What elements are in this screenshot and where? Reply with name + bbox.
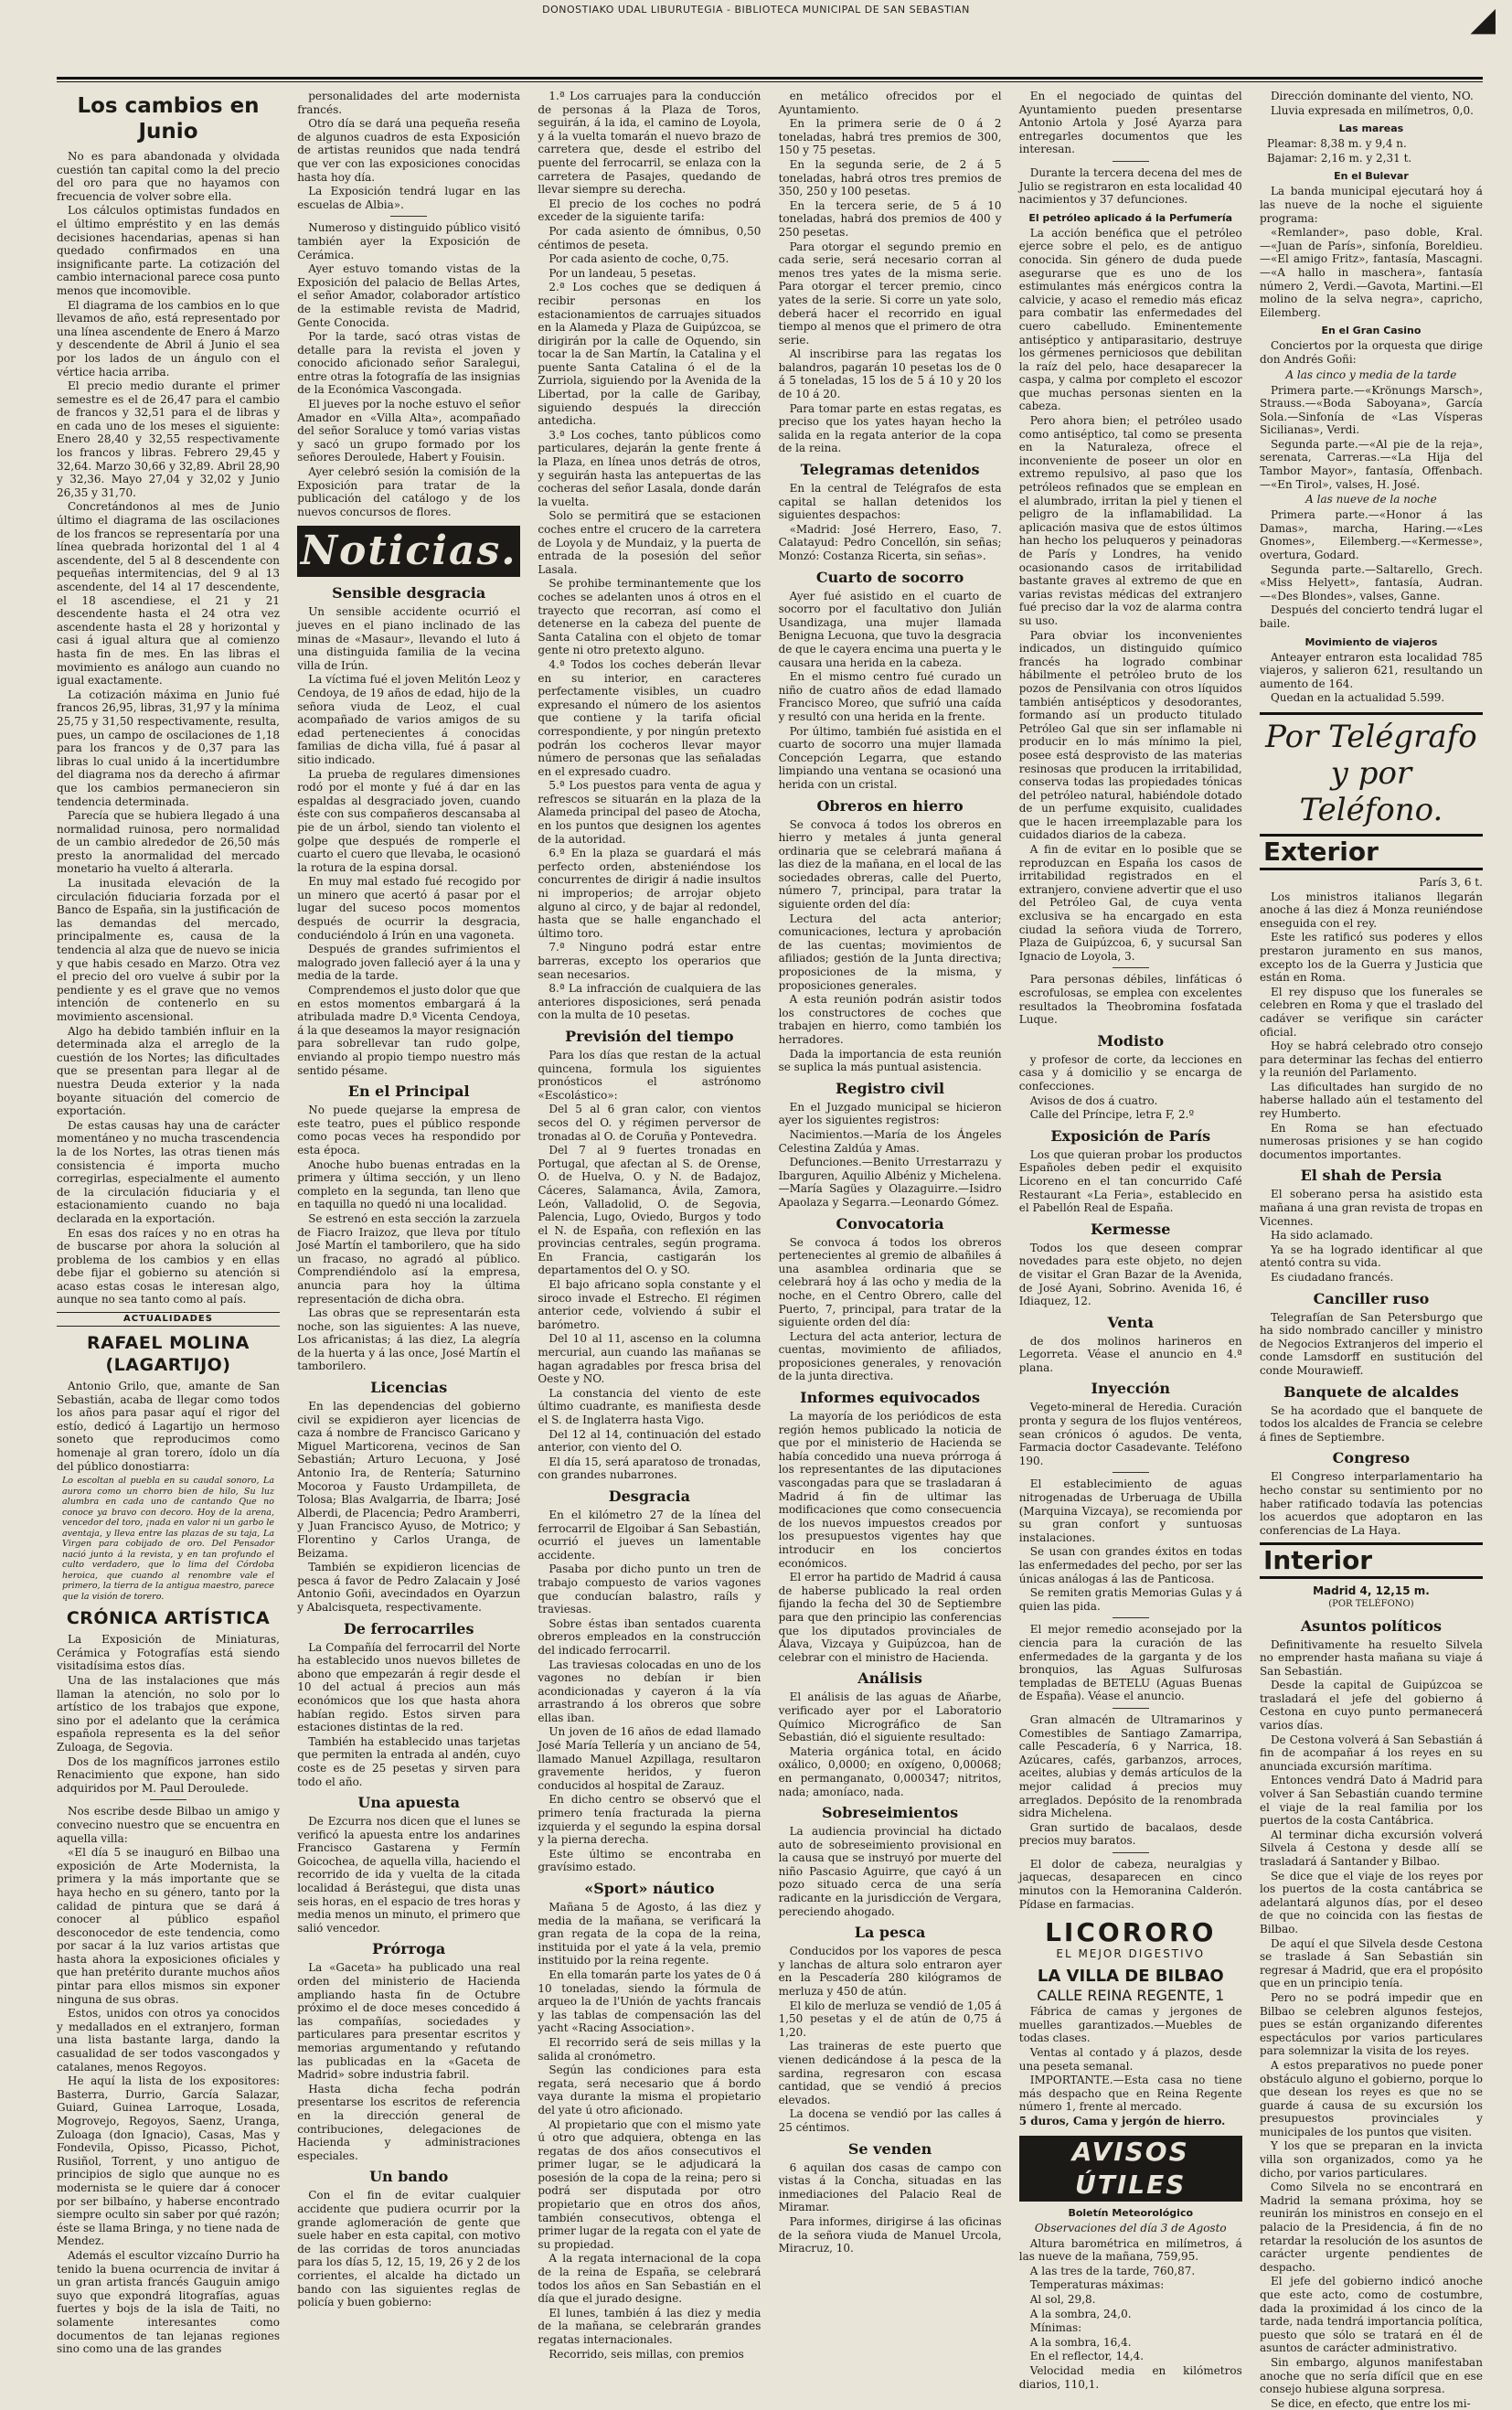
paragraph: El establecimiento de aguas nitrogenadas de Urberuaga de Ubilla (Marquina Vizcaya), se recomienda por su gran confort y suntuosas instalaciones.: [1018, 1477, 1242, 1544]
paragraph: A la sombra, 24,0.: [1029, 2307, 1132, 2320]
paragraph: Dos de los magníficos jarrones estilo Renacimiento que expone, han sido adquiridos por M. Paul Deroulede.: [57, 1754, 280, 1795]
paragraph: El Congreso interparlamentario ha hecho constar su sentimiento por no haber ratificado todavía las potencias los acuerdos que adoptaron en las conferencias de La Haya.: [1259, 1470, 1483, 1537]
news-heading: En el Principal: [347, 1082, 470, 1101]
paragraph: Pero ahora bien; el petróleo usado como antiséptico, tal como se presenta en la Naturaleza, ofrece el inconveniente de poseer un olor en extremo repulsivo, al paso que los petróleos refinados que se emplean en el alumbrado, irritan la piel y tienen el peligro de la inflamabilidad. La aplicación masiva que de estos últimos han hecho los peluqueros y peinadoras de París y Londres, ha venido ocasionando casos de irritabilidad bastante graves al extremo de que en varias revistas médicas del extranjero fué preciso dar la voz de alarma contra su uso.: [1018, 414, 1242, 627]
paragraph: A fin de evitar en lo posible que se reproduzcan en España los casos de irritabilidad registrados en el extranjero, conviene advertir que el uso del Petróleo Gal, de cuya venta exclusiva se ha encargado en esta ciudad la señora viuda de Torrero, Plaza de Guipúzcoa, 6, y sucursal San Ignacio de Loyola, 3.: [1018, 843, 1242, 963]
news-heading: Se venden: [847, 2139, 932, 2158]
paragraph: La constancia del viento de este último cuadrante, es manifiesta desde el S. de Inglaterra hasta Vigo.: [538, 1386, 761, 1426]
news-heading: Licencias: [370, 1379, 448, 1397]
news-heading: Las mareas: [1338, 123, 1404, 135]
paragraph: En la segunda serie, de 2 á 5 toneladas, habrá otros tres premios de 350, 250 y 100 pesetas.: [778, 157, 1002, 198]
paragraph: Del 5 al 6 gran calor, con vientos secos del O. y régimen perversor de tronadas al O. de Coruña y Pontevedra.: [538, 1103, 761, 1143]
paragraph: IMPORTANTE.—Esta casa no tiene más despacho que en Reina Regente número 1, frente al mercado.: [1018, 2074, 1242, 2114]
paragraph: El jefe del gobierno indicó anoche que este acto, como de costumbre, dada la proximidad á los cinco de la tarde, nada tendrá importancia política, puesto que sólo se tratará en él de asuntos de carácter administrativo.: [1259, 2275, 1483, 2355]
paragraph: «Remlander», paso doble, Kral.—«Juan de París», sinfonía, Boreldieu.—«El amigo Fritz», fantasía, Mascagni.—«A hallo in maschera», fantasía número 2, Verdi.—Gavota, Martini.—El molino de la selva negra», capricho, Eilemberg.: [1259, 226, 1483, 319]
news-heading: El petróleo aplicado á la Perfumería: [1028, 211, 1233, 224]
paragraph: En ella tomarán parte los yates de 0 á 10 toneladas, siendo la fórmula de arqueo la de l'Unión de yachts francais y las tablas de compensación las del yacht «Racing Association».: [538, 1967, 761, 2035]
news-heading: Asuntos políticos: [1300, 1616, 1443, 1635]
paragraph: Durante la tercera decena del mes de Julio se registraron en esta localidad 40 nacimientos y 37 defunciones.: [1018, 165, 1242, 207]
paragraph: Para personas débiles, linfáticas ó escrofulosas, se emplea con excelentes resultados la Theobromina fosfatada Luque.: [1018, 973, 1242, 1027]
column-3: [538, 90, 761, 2361]
paragraph: Comprendemos el justo dolor que que en estos momentos embargará á la atribulada madre D.ª Vicenta Cendoya, á la que deseamos la mayor resignación para sobrellevar tan rudo golpe, enviando al propio tiempo nuestro más sentido pésame.: [297, 984, 521, 1077]
column-6: [1259, 90, 1483, 2410]
paragraph: Este último se encontraba en gravísimo estado.: [538, 1847, 761, 1874]
paragraph: De Cestona volverá á San Sebastián á fin de acompañar á los reyes en su anunciada excursión marítima.: [1259, 1733, 1483, 1773]
section-label: ACTUALIDADES: [57, 1312, 280, 1327]
paragraph: 1.ª Los carruajes para la conducción de personas á la Plaza de Toros, seguirán, á la ida, el camino de Loyola, y á la vuelta tomarán el nuevo brazo de carretera que, desde el estribo del puente del ferrocarril, se enlaza con la carretera de Pasajes, quedando de llevar siempre su derecha.: [538, 90, 761, 197]
paragraph: Para informes, dirigirse á las oficinas de la señora viuda de Manuel Urcola, Miracruz, 10.: [778, 2214, 1002, 2255]
paragraph: El dolor de cabeza, neuralgias y jaquecas, desaparecen en cinco minutos con la Hemoranina Calderón. Pídase en farmacias.: [1018, 1857, 1242, 1911]
newspaper-page: [57, 90, 1483, 2410]
paragraph: Se prohibe terminantemente que los coches se adelanten unos á otros en el trayecto que recorran, así como el detenerse en la cabeza del puente de Santa Catalina con el objeto de tomar gente ni otro pretexto alguno.: [538, 577, 761, 657]
paragraph: Con el fin de evitar cualquier accidente que pudiera ocurrir por la grande aglomeración de gente que suele haber en esta capital, con motivo de las corridas de toros anunciadas para los días 5, 12, 15, 19, 26 y 2 de los corrientes, el alcalde ha dictado un bando con las siguientes reglas de policía y buen gobierno:: [297, 2189, 521, 2309]
ad-store-name: LA VILLA DE BILBAO: [1037, 1967, 1224, 1987]
paragraph: Los ministros italianos llegarán anoche á las diez á Monza reuniéndose enseguida con el rey.: [1259, 890, 1483, 930]
paragraph: Materia orgánica total, en ácido oxálico, 0,0000; en oxígeno, 0,00068; en permanganato, 0,000347; nitritos, nada; amoníaco, nada.: [778, 1744, 1002, 1798]
paragraph: «Madrid: José Herrero, Easo, 7. Calatayud: Pedro Concellón, sin señas; Monzó: Costanza Ricerta, sin señas».: [778, 522, 1002, 562]
paragraph: Pasaba por dicho punto un tren de trabajo compuesto de varios vagones que conducían balastro, raíls y traviesas.: [538, 1562, 761, 1616]
paragraph: y profesor de corte, da lecciones en casa y á domicilio y se encarga de confecciones.: [1018, 1052, 1242, 1093]
paragraph: en metálico ofrecidos por el Ayuntamiento.: [778, 90, 1002, 116]
news-heading: Inyección: [1091, 1380, 1170, 1398]
news-heading: Desgracia: [608, 1487, 690, 1505]
paragraph: El análisis de las aguas de Añarbe, verificado ayer por el Laboratorio Químico Micrográfico de San Sebastián, dió el siguiente resultado:: [778, 1690, 1002, 1744]
news-heading: Análisis: [857, 1669, 922, 1688]
paragraph: Un sensible accidente ocurrió el jueves en el piano inclinado de las minas de «Masaur», llevando el luto á una distinguida familia de la vecina villa de Irún.: [297, 605, 521, 672]
paragraph: Para tomar parte en estas regatas, es preciso que los yates hayan hecho la salida en la regata anterior de la copa de la reina.: [778, 401, 1002, 455]
paragraph: Como Silvela no se encontrará en Madrid la semana próxima, hoy se reunirán los ministros en consejo en el palacio de la Presidencia, á fin de no retardar la resolución de los asuntos de carácter urgente pendientes de despacho.: [1259, 2181, 1483, 2274]
separator: [1113, 1708, 1149, 1709]
news-heading: La pesca: [854, 1924, 926, 1942]
paragraph: En Roma se han efectuado numerosas prisiones y se han cogido documentos importantes.: [1259, 1121, 1483, 1161]
paragraph: Al sol, 29,8.: [1029, 2292, 1096, 2306]
paragraph: Vegeto-mineral de Heredia. Curación pronta y segura de los flujos ventéreos, sean crónicos ó agudos. De venta, Farmacia doctor Casadevante. Teléfono 190.: [1018, 1401, 1242, 1467]
news-heading: «Sport» náutico: [584, 1880, 715, 1897]
section-banner-telegrafo: Por Telégrafo y por Teléfono.: [1260, 712, 1483, 828]
paragraph: Y los que se preparan en la invicta villa son organizados, como ya he dicho, por varios particulares.: [1259, 2139, 1483, 2180]
paragraph: Nacimientos.—María de los Ángeles Celestina Zaldúa y Amas.: [778, 1127, 1002, 1155]
paragraph: Conciertos por la orquesta que dirige don Andrés Goñi:: [1259, 339, 1483, 366]
paragraph: Nos escribe desde Bilbao un amigo y convecino nuestro que se encuentra en aquella villa:: [57, 1805, 280, 1845]
news-heading: Canciller ruso: [1313, 1289, 1430, 1307]
paragraph: He aquí la lista de los expositores: Basterra, Durrio, García Salazar, Guiard, Guinea Larroque, Losada, Mogrovejo, Regoyos, Saenz, Uranga, Zuloaga (don Ignacio), Casas, Mas y Fondevila, Opisso, Picasso, Pichot, Rusiñol, Torrent, y uno antiguo de principios de siglo que aunque no es modernista se le quiere dar á conocer por ser bilbaíno, y haberse encontrado siempre oculto sin saber por qué razón; éste se llama Bringa, y no tiene nada de Mendez.: [57, 2074, 280, 2248]
paragraph: Se usan con grandes éxitos en todas las enfermedades del pecho, por ser las únicas análogas á las de Panticosa.: [1018, 1545, 1242, 1585]
news-heading: Obreros en hierro: [816, 796, 964, 815]
paragraph: 6 aquilan dos casas de campo con vistas á la Concha, situadas en las inmediaciones del Palacio Real de Miramar.: [778, 2160, 1002, 2214]
paragraph: En la central de Telégrafos de esta capital se hallan detenidos los siguientes despachos:: [778, 482, 1002, 522]
paragraph: Se estrenó en esta sección la zarzuela de Fiacro Iraizoz, que lleva por título José Martín el tamborilero, que ha sido un fracaso, no agradó al público. Comprendiéndolo así la empresa, anuncia para hoy la última representación de dicha obra.: [297, 1211, 521, 1306]
paragraph: Dada la importancia de esta reunión se suplica la más puntual asistencia.: [778, 1047, 1002, 1074]
paragraph: Definitivamente ha resuelto Silvela no emprender hasta mañana su viaje á San Sebastián.: [1259, 1637, 1483, 1678]
article-title: Los cambios en Junio: [77, 94, 260, 144]
section-banner-noticias: Noticias.: [297, 526, 520, 577]
paragraph: A estos preparativos no puede poner obstáculo alguno el gobierno, porque lo que desean los reyes es que no se guarde á causa de su excursión los presupuestos provinciales y municipales de los puntos que visiten.: [1259, 2058, 1483, 2138]
paragraph: No es para abandonada y olvidada cuestión tan capital como la del precio del oro para que no hayamos con frecuencia de volver sobre ella.: [57, 150, 280, 203]
news-heading: Prórroga: [372, 1940, 446, 1958]
paragraph: Ya se ha logrado identificar al que atentó contra su vida.: [1259, 1242, 1483, 1270]
column-1: [57, 90, 280, 2356]
paragraph: 5 duros, Cama y jergón de hierro.: [1018, 2115, 1226, 2127]
paragraph: Calle del Príncipe, letra F, 2.º: [1029, 1108, 1195, 1122]
article-title: CRÓNICA ARTÍSTICA: [66, 1608, 271, 1629]
paragraph: La Exposición de Miniaturas, Cerámica y Fotografías está siendo visitadísima estos días.: [57, 1633, 280, 1673]
paragraph: Por último, también fué asistida en el cuarto de socorro una mujer llamada Concepción Legarra, que estando limpiando una ventana se ocasionó una herida con un cristal.: [778, 724, 1002, 791]
paragraph: Lectura del acta anterior, lectura de cuentas, movimiento de afiliados, proposiciones generales, y renovación de la junta directiva.: [778, 1329, 1002, 1383]
section-banner-avisos: AVISOS ÚTILES: [1019, 2136, 1242, 2202]
paragraph: Desde la capital de Guipúzcoa se trasladará el jefe del gobierno á Cestona en cuyo punto permanecerá varios días.: [1259, 1679, 1483, 1733]
paragraph: Lluvia expresada en milímetros, 0,0.: [1270, 103, 1474, 117]
column-4: [778, 90, 1002, 2255]
news-heading: Exposición de París: [1050, 1126, 1211, 1145]
archive-header: DONOSTIAKO UDAL LIBURUTEGIA - BIBLIOTECA MUNICIPAL DE SAN SEBASTIAN: [542, 4, 970, 16]
paragraph: Para obviar los inconvenientes indicados, un distinguido químico francés ha logrado combinar hábilmente el petróleo bruto de los pozos de Pensilvania con otros líquidos también antisépticos y desodorantes, formando así un producto titulado Petróleo Gal que sin ser inflamable ni producir en lo más mínimo la piel, posee está desprovisto de las materias resinosas que producen la irritabilidad, conserva todas las propiedades tónicas del petróleo natural, habiéndole dotado de un perfume exquisito, cualidades que le hacen irreemplazable para los cuidados diarios de la cabeza.: [1018, 628, 1242, 842]
paragraph: Anteayer entraron esta localidad 785 viajeros, y salieron 621, resultando un aumento de 164.: [1259, 650, 1483, 690]
paragraph: En el mismo centro fué curado un niño de cuatro años de edad llamado Francisco Moreo, que sufrió una caída y resultó con una herida en la frente.: [778, 670, 1002, 723]
paragraph: Según las condiciones para esta regata, será necesario que á bordo vaya durante la misma el propietario del yate ú otro aficionado.: [538, 2063, 761, 2117]
paragraph: Fábrica de camas y jergones de muelles garantizados.—Muebles de todas clases.: [1018, 2005, 1242, 2045]
paragraph: En el Juzgado municipal se hicieron ayer los siguientes registros:: [778, 1100, 1002, 1127]
paragraph: Parecía que se hubiera llegado á una normalidad ruinosa, pero normalidad de un cambio alrededor de 26,50 más presto la anormalidad del mercado monetario ha vuelto á alterarla.: [57, 809, 280, 876]
paragraph: Del 10 al 11, ascenso en la columna mercurial, aun cuando las mañanas se hagan agradables por fresca brisa del Oeste y NO.: [538, 1332, 761, 1386]
paragraph: El rey dispuso que los funerales se celebren en Roma y que el traslado del cadáver se verifique sin carácter oficial.: [1259, 985, 1483, 1039]
paragraph: Se dice, en efecto, que entre los mi-: [1270, 2396, 1471, 2410]
paragraph: Ayer celebró sesión la comisión de la Exposición para tratar de la publicación del catálogo y de los nuevos concursos de flores.: [297, 465, 521, 518]
paragraph: Un joven de 16 años de edad llamado José María Tellería y un anciano de 54, llamado Manuel Azpillaga, resultaron gravemente heridos, y fueron conducidos al hospital de Zarauz.: [538, 1725, 761, 1792]
paragraph: Se remiten gratis Memorias Gulas y á quien las pida.: [1018, 1586, 1242, 1613]
paragraph: Quedan en la actualidad 5.599.: [1270, 691, 1445, 705]
paragraph: Las dificultades han surgido de no haberse hallado aún el testamento del rey Humberto.: [1259, 1080, 1483, 1121]
news-heading: Venta: [1107, 1313, 1154, 1331]
paragraph: La Exposición tendrá lugar en las escuelas de Albia».: [297, 185, 521, 211]
paragraph: Una de las instalaciones que más llaman la atención, no solo por lo artístico de los trabajos que expone, sino por el adelanto que la cerámica española representa es la del señor Zuloaga, de Segovia.: [57, 1674, 280, 1754]
paragraph: Al inscribirse para las regatas los balandros, pagarán 10 pesetas los de 0 á 5 toneladas, 15 los de 5 á 10 y 20 los de 10 á 20.: [778, 347, 1002, 401]
paragraph: Ayer fué asistido en el cuarto de socorro por el facultativo don Julián Usandizaga, una mujer llamada Benigna Lecuona, que tuvo la desgracia de que le cayera encima una puerta y le causara una herida en la cabeza.: [778, 589, 1002, 669]
paragraph: Por cada asiento de ómnibus, 0,50 céntimos de peseta.: [538, 224, 761, 251]
paragraph: Este les ratificó sus poderes y ellos prestaron juramento en sus manos, excepto los de la Guerra y Justicia que están en Roma.: [1259, 931, 1483, 985]
paragraph: Solo se permitirá que se estacionen coches entre el crucero de la carretera de Loyola y de Mundaiz, y la puerta de entrada de la posesión del señor Lasala.: [538, 509, 761, 576]
paragraph: Numeroso y distinguido público visitó también ayer la Exposición de Cerámica.: [297, 221, 521, 261]
paragraph: El lunes, también á las diez y media de la mañana, se celebrarán grandes regatas internacionales.: [538, 2306, 761, 2346]
paragraph: La cotización máxima en Junio fué francos 26,95, libras, 31,97 y la mínima 25,75 y 31,50 respectivamente, resulta, pues, un campo de oscilaciones de 1,18 para los francos y de 0,37 para las libras lo cual unido á la incertidumbre del diagrama nos da derecho á afirmar que los cambios permanecieron sin tendencia determinada.: [57, 688, 280, 808]
paragraph: De estas causas hay una de carácter momentáneo y no mucha trascendencia la de los Nortes, las otras tienen más consistencia é importa mucho corregirlas, especialmente el aumento de la circulación fiduciaria y el estacionamiento cuando no baja declarada en la exportación.: [57, 1118, 280, 1225]
paragraph: Primera parte.—«Krönungs Marsch», Strauss.—«Boda Saboyana», García Sola.—Sinfonía de «Las Vísperas Sicilianas», Verdi.: [1259, 383, 1483, 437]
news-heading: De ferrocarriles: [343, 1619, 474, 1637]
page-corner-mark: ◢: [1470, 1, 1496, 38]
tide-line: Pleamar: 8,38 m. y 9,4 n.: [1266, 137, 1407, 151]
paragraph: «El día 5 se inauguró en Bilbao una exposición de Arte Modernista, la primera y la más importante que se haya hecho en su género, tanto por la calidad de pintura que se dará á conocer al público español desconocedor de este tendencia, como por sacar á la luz varios artistas que hasta ahora la exposiciones oficiales y que han pretérito durante muchos años pintar para ellos mismos sin exponer ninguna de sus obras.: [57, 1846, 280, 2006]
paragraph: 3.ª Los coches, tanto públicos como particulares, dejarán la gente frente á la Plaza, en línea unos detrás de otros, y seguirán hasta las antepuertas de las cocheras del señor Lasala, donde darán la vuelta.: [538, 428, 761, 508]
news-heading: Congreso: [1332, 1449, 1411, 1467]
separator: [150, 1799, 186, 1800]
paragraph: Se convoca á todos los obreros en hierro y metales á junta general ordinaria que se celebrará mañana á las diez de la mañana, en el local de las sociedades obreras, calle del Puerto, número 7, principal, para tratar la siguiente orden del día:: [778, 817, 1002, 912]
paragraph: También ha establecido unas tarjetas que permiten la entrada al andén, cuyo coste es de 25 pesetas y sirven para todo el año.: [297, 1734, 521, 1788]
paragraph: Mañana 5 de Agosto, á las diez y media de la mañana, se verificará la gran regata de la copa de la reina, instituida por el yate á la vela, premio instituido por la reina regente.: [538, 1901, 761, 1967]
paragraph: 6.ª En la plaza se guardará el más perfecto orden, absteniéndose los concurrentes de dirigir á nadie insultos ni improperios; de arrojar objeto alguno al circo, y de bajar al redondel, hasta que se halle enganchado el último toro.: [538, 847, 761, 940]
paragraph: Después de grandes sufrimientos el malogrado joven falleció ayer á la una y media de la tarde.: [297, 943, 521, 983]
news-heading: Telegramas detenidos: [800, 461, 980, 479]
paragraph: En la tercera serie, de 5 á 10 toneladas, habrá dos premios de 400 y 250 pesetas.: [778, 198, 1002, 239]
paragraph: La inusitada elevación de la circulación fiduciaria forzada por el Banco de España, sin la justificación de las demandas del mercado, principalmente es, causa de la tendencia al alza que de nuevo se inicia y que habis cesado en Marzo. Otra vez el precio del oro vuelve á subir por la pendiente y es el grave que no vemos intención de contenerlo en su movimiento ascensional.: [57, 877, 280, 1023]
ad-licororo-tagline: EL MEJOR DIGESTIVO: [1056, 1947, 1206, 1961]
paragraph: Por cada asiento de coche, 0,75.: [548, 252, 729, 266]
paragraph: En el reflector, 14,4.: [1029, 2350, 1145, 2363]
paragraph: De Ezcurra nos dicen que el lunes se verificó la apuesta entre los andarines Francisco Gastarena y Fermín Goicochea, de aquella villa, haciendo el recorrido de ida y vuelta de la citada localidad á Berástegui, que dista unas seis horas, en el espacio de tres horas y media menos un minuto, el primero que salió vencedor.: [297, 1815, 521, 1935]
section-interior: Interior: [1260, 1542, 1483, 1579]
paragraph: La Compañía del ferrocarril del Norte ha establecido unos nuevos billetes de abono que empezarán á regir desde el 10 del actual á precios aun más económicos que los que hasta ahora habían regido. Estos sirven para estaciones distintas de la red.: [297, 1640, 521, 1734]
paragraph: Segunda parte.—«Al pie de la reja», serenata, Carreras.—«La Hija del Tambor Mayor», fantasía, Offenbach.—«En Tirol», valses, H. José.: [1259, 437, 1483, 491]
paragraph: personalidades del arte modernista francés.: [297, 90, 521, 116]
tide-line: Bajamar: 2,16 m. y 2,31 t.: [1266, 151, 1412, 165]
paragraph: En dicho centro se observó que el primero tenía fracturada la pierna izquierda y el segundo la espina dorsal y la pierna derecha.: [538, 1793, 761, 1847]
paragraph: Concretándonos al mes de Junio último el diagrama de las oscilaciones de los francos se representaría por una línea quebrada horizontal del 1 al 4 ascendente, del 5 al 8 descendente con pequeñas intermitencias, del 9 al 13 ascendente, del 14 al 17 descendente, el 18 ascendiese, el 21 y 21 descendente hasta el 24 otra vez ascendente hasta el 28 y horizontal y casi á igual altura que al comienzo hasta fin de mes. En las libras el movimiento es análogo aun cuando no igual exactamente.: [57, 500, 280, 688]
paragraph: Anoche hubo buenas entradas en la primera y última sección, y un lleno completo en la segunda, tan lleno que en taquilla no quedó ni una localidad.: [297, 1157, 521, 1211]
paragraph: de dos molinos harineros en Legorreta. Véase el anuncio en 4.ª plana.: [1018, 1334, 1242, 1374]
paragraph: Después del concierto tendrá lugar el baile.: [1259, 603, 1483, 630]
news-heading: Modisto: [1097, 1031, 1165, 1050]
paragraph: Lectura del acta anterior; comunicaciones, lectura y aprobación de las cuentas; movimientos de afiliados; gestión de la Junta directiva; proposiciones de la misma, y proposiciones generales.: [778, 912, 1002, 992]
paragraph: Telegrafían de San Petersburgo que ha sido nombrado canciller y ministro de Negocios Extranjeros del imperio el conde Lamsdorff en sustitución del conde Mourawieff.: [1259, 1310, 1483, 1377]
paragraph: Antonio Grilo, que, amante de San Sebastián, acaba de llegar como todos los años para pasar aquí el rigor del estío, dedicó á Lagartijo un hermoso soneto que reproducimos como homenaje al gran torero, ídolo un día del público donostiarra:: [57, 1380, 280, 1473]
paragraph: La docena se vendió por las calles á 25 céntimos.: [778, 2107, 1002, 2134]
paragraph: En el negociado de quintas del Ayuntamiento pueden presentarse Antonio Artola y José Ayarza para entregarles documentos que les interesan.: [1018, 90, 1242, 156]
news-heading: Cuarto de socorro: [815, 568, 964, 586]
paragraph: Los cálculos optimistas fundados en el último empréstito y en las demás decisiones hacendarias, apenas si han quedado confirmados en una insignificante parte. La cotización del cambio internacional parece cosa punto menos que incomovible.: [57, 204, 280, 297]
paragraph: Hoy se habrá celebrado otro consejo para determinar las fechas del entierro y la reunión del Parlamento.: [1259, 1040, 1483, 1080]
paragraph: Avisos de dos á cuatro.: [1029, 1093, 1158, 1107]
news-heading: El shah de Persia: [1300, 1167, 1443, 1185]
paragraph: 2.ª Los coches que se dediquen á recibir personas en los estacionamientos de carruajes situados en la Alameda y Plaza de Guipúzcoa, se dirigirán por la calle de Oquendo, sin tocar la de San Martín, la Catalina y el puente Santa Catalina ó el de la Zurriola, siguiendo por la Avenida de la Libertad, por la calle de Garibay, siguiendo después la dirección antedicha.: [538, 281, 761, 428]
paragraph: La mayoría de los periódicos de esta región hemos publicado la noticia de que por el ministerio de Hacienda se había concedido una nueva prórroga á los representantes de las diputaciones vascongadas para que se trasladaran á Madrid á fin de ultimar las modificaciones que como consecuencia de los nuevos impuestos creados por los presupuestos vigentes hay que introducir en los conciertos económicos.: [778, 1410, 1002, 1570]
ad-licororo-brand: LICORORO: [1045, 1917, 1217, 1948]
paragraph: Gran surtido de bacalaos, desde precios muy baratos.: [1018, 1820, 1242, 1848]
section-exterior: Exterior: [1260, 834, 1483, 870]
paragraph: El día 15, será aparatoso de tronadas, con grandes nubarrones.: [538, 1455, 761, 1482]
paragraph: Para los días que restan de la actual quincena, formula los siguientes pronósticos el astrónomo «Escolástico»:: [538, 1048, 761, 1102]
paragraph: Los que quieran probar los productos Españoles deben pedir el exquisito Licoreno en el tan concurrido Café Restaurant «La Feria», establecido en el Pabellón Real de España.: [1018, 1147, 1242, 1215]
masthead-rule-thin: [57, 81, 1483, 82]
separator: [1113, 161, 1149, 162]
dateline-note: (POR TELÉFONO): [1328, 1598, 1414, 1609]
paragraph: Ayer estuvo tomando vistas de la Exposición del palacio de Bellas Artes, el señor Amador, colaborador artístico de la estimable revista de Madrid, Gente Conocida.: [297, 262, 521, 329]
paragraph: Mínimas:: [1029, 2321, 1082, 2335]
paragraph: El bajo africano sopla constante y el siroco invade el Estrecho. El régimen anterior cede, volviendo á subir el barómetro.: [538, 1278, 761, 1331]
masthead-rule: [57, 77, 1483, 80]
paragraph: A la sombra, 16,4.: [1029, 2335, 1132, 2349]
paragraph: A la regata internacional de la copa de la reina de España, se celebrará todos los años en San Sebastián en el día que el jurado designe.: [538, 2252, 761, 2306]
separator: [390, 216, 427, 217]
news-heading: Movimiento de viajeros: [1304, 635, 1438, 648]
paragraph: Altura barométrica en milímetros, á las nueve de la mañana, 759,95.: [1018, 2236, 1242, 2264]
paragraph: La prueba de regulares dimensiones rodó por el monte y fué á dar en las espaldas al desgraciado joven, cuando éste con sus compañeros descansaba al pie de un árbol, siendo tan violento el golpe que después de romperle el cuarto el cuero que llevaba, le ocasionó la rotura de la espina dorsal.: [297, 767, 521, 874]
sub-heading: A las nueve de la noche: [1305, 493, 1437, 507]
paragraph: Dirección dominante del viento, NO.: [1270, 90, 1474, 102]
paragraph: En muy mal estado fué recogido por un minero que acertó á pasar por el lugar del suceso pocos momentos después de ocurrir la desgracia, conduciéndolo á Irún en una vagoneta.: [297, 875, 521, 942]
paragraph: Se ha acordado que el banquete de todos los alcaldes de Francia se celebre á fines de Septiembre.: [1259, 1403, 1483, 1444]
paragraph: De aquí el que Silvela desde Cestona se traslade á San Sebastián sin regresar á Madrid, que era el propósito que en un principio tenía.: [1259, 1936, 1483, 1990]
paragraph: Ventas al contado y á plazos, desde una peseta semanal.: [1018, 2046, 1242, 2073]
paragraph: Sin embargo, algunos manifestaban anoche que no sería difícil que en ese consejo hubiese alguna sorpresa.: [1259, 2355, 1483, 2396]
paragraph: En las dependencias del gobierno civil se expidieron ayer licencias de caza á nombre de Francisco Garicano y Miguel Marticorena, vecinos de San Sebastián; Arturo Lecuona, y José Antonio Ira, de Rentería; Saturnino Mocoroa y Fausto Urdampilleta, de Tolosa; Blas Avalgarria, de Ibarra; José Alberdi, de Placencia; Pedro Aramberri, y Juan Francisco Ayuso, de Motrico; y Florentino y Carlos Uranga, de Beizama.: [297, 1400, 521, 1560]
news-heading: En el Bulevar: [1334, 170, 1409, 183]
paragraph: El soberano persa ha asistido esta mañana á una gran revista de tropas en Vicennes.: [1259, 1188, 1483, 1228]
paragraph: Por un landeau, 5 pesetas.: [548, 266, 697, 280]
news-heading: Una apuesta: [357, 1794, 461, 1812]
paragraph: Las obras que se representarán esta noche, son las siguientes: A las nueve, Los africanistas; á las diez, La alegría de la huerta y á las once, José Martín el tamborilero.: [297, 1306, 521, 1373]
paragraph: Para otorgar el segundo premio en cada serie, será necesario corran al menos tres yates de la misma serie. Para otorgar el tercer premio, cinco yates de la serie. Si corre un yate solo, deberá hacer el recorrido en igual tiempo al menos que el primero de otra serie.: [778, 240, 1002, 347]
paragraph: El precio medio durante el primer semestre es el de 26,47 para el cambio de francos y 32,51 para el de libras y en cada uno de los meses el siguiente: Enero 28,40 y 32,55 respectivamente los francos y libras. Febrero 29,45 y 32,64. Marzo 30,66 y 32,89. Abril 28,90 y 32,36. Mayo 27,04 y 32,02 y Junio 26,35 y 31,70.: [57, 379, 280, 499]
paragraph: Otro día se dará una pequeña reseña de algunos cuadros de esta Exposición de artistas reunidos que nada tendrá que ver con las exposiciones conocidas hasta hoy día.: [297, 117, 521, 184]
sub-heading: A las cinco y media de la tarde: [1285, 368, 1457, 381]
column-2: [297, 90, 521, 2309]
paragraph: No puede quejarse la empresa de este teatro, pues el público responde como pocas veces ha respondido por esta época.: [297, 1104, 521, 1157]
news-heading: Un bando: [369, 2168, 449, 2186]
paragraph: 8.ª La infracción de cualquiera de las anteriores disposiciones, será penada con la multa de 10 pesetas.: [538, 982, 761, 1022]
paragraph: Conducidos por los vapores de pesca y lanchas de altura solo entraron ayer en la Pescadería 280 kilógramos de merluza y 450 de atún.: [778, 1945, 1002, 1999]
paragraph: Algo ha debido también influir en la determinada alza el arreglo de la cuestión de los Nortes; las dificultades que se presentan para llegar al de nuestra Deuda exterior y la nada boyante situación del comercio de exportación.: [57, 1024, 280, 1118]
article-title: RAFAEL MOLINA (LAGARTIJO): [87, 1333, 250, 1376]
paragraph: Del 12 al 14, continuación del estado anterior, con viento del O.: [538, 1427, 761, 1455]
paragraph: 7.ª Ninguno podrá estar entre barreras, excepto los operarios que sean necesarios.: [538, 941, 761, 981]
paragraph: También se expidieron licencias de pesca á favor de Pedro Zalacain y José Antonio Goñi, avecindados en Oyarzun y Abalcisqueta, respectivamente.: [297, 1561, 521, 1614]
paragraph: Al propietario que con el mismo yate ú otro que adquiera, obtenga en las regatas de dos años consecutivos el primer lugar, se le adjudicará la posesión de la copa de la reina; pero si podrá ser disputada por otro propietario que en otros dos años, también consecutivos, obtenga el primer lugar de la regata con el yate de su propiedad.: [538, 2117, 761, 2251]
paragraph: Se dice que el viaje de los reyes por los puertos de la costa cantábrica se adelantará algunos días, por el deseo de que no coincida con las fiestas de Bilbao.: [1259, 1869, 1483, 1935]
news-heading: Boletín Meteorológico: [1068, 2206, 1194, 2219]
paragraph: La acción benéfica que el petróleo ejerce sobre el pelo, es de antiguo conocida. Sin género de duda puede asegurarse que es uno de los estimulantes más enérgicos contra la calvicie, y acaso el remedio más eficaz para combatir las enfermedades del cuero cabelludo. Eminentemente antiséptico y antiparasitario, destruye los gérmenes perniciosos que debilitan la raíz del pelo, hace desaparecer la caspa, y calma por completo el escozor que muchas personas sienten en la cabeza.: [1018, 226, 1242, 413]
paragraph: La audiencia provincial ha dictado auto de sobreseimiento provisional en la causa que se instruyó por muerte del niño Pascasio Aguirre, que cayó á un pozo situado cerca de una sería radicante en la jurisdicción de Vergara, pereciendo ahogado.: [778, 1825, 1002, 1918]
paragraph: Estos, unidos con otros ya conocidos y medallados en el extranjero, forman una lista bastante larga, dando la casualidad de ser todos vascongados y catalanes, menos Regoyos.: [57, 2007, 280, 2074]
news-heading: Sensible desgracia: [332, 584, 486, 602]
paragraph: Temperaturas máximas:: [1029, 2278, 1165, 2292]
news-heading: Informes equivocados: [800, 1389, 980, 1407]
paragraph: A esta reunión podrán asistir todos los constructores de coches que trabajen en hierro, como también los herradores.: [778, 993, 1002, 1046]
paragraph: Pero no se podrá impedir que en Bilbao se celebren algunos festejos, pues se están organizando diferentes espectáculos por varios particulares para solemnizar la visita de los reyes.: [1259, 1990, 1483, 2058]
paragraph: Sobre éstas iban sentados cuarenta obreros empleados en la construcción del indicado ferrocarril.: [538, 1616, 761, 1657]
sonnet-verse: Lo escoltan al puebla en su caudal sonoro, La aurora como un chorro bien de hilo, Su luz alumbra en cada uno de cantando Que no conoce ya bravo con decoro. Hoy de la arena, vencedor del toro, ¡nada en valor ni un garbo le aventaja, y lleva entre las plazas de su taja, La Virgen para cobijado de oro. Del Pensador nació junto á la revista, y en tan profundo el culto verdadero, que lo lima del Córdoba heroica, que cuando al renombre vale el primero, la tierra de la antigua maestro, parece que la visión de torero.: [62, 1476, 274, 1602]
paragraph: Al terminar dicha excursión volverá Silvela á Cestona y desde allí se trasladará á Santander y Bilbao.: [1259, 1828, 1483, 1868]
paragraph: El recorrido será de seis millas y la salida al cronómetro.: [538, 2035, 761, 2063]
paragraph: El mejor remedio aconsejado por la ciencia para la curación de las enfermedades de la garganta y de los bronquios, las Aguas Sulfurosas templadas de BETELU (Aguas Buenas de España). Véase el anuncio.: [1018, 1623, 1242, 1703]
paragraph: Hasta dicha fecha podrán presentarse los escritos de referencia en la dirección general de contribuciones, delegaciones de Hacienda y administraciones especiales.: [297, 2082, 521, 2162]
paragraph: En esas dos raíces y no en otras ha de buscarse por ahora la solución al problema de los cambios y en ellas debe fijar el gobierno su atención si acaso estas cosas le interesan algo, aunque no sea tanto como al país.: [57, 1226, 280, 1306]
paragraph: Por la tarde, sacó otras vistas de detalle para la revista el joven y conocido aficionado señor Saralegui, entre otras la fotografía de las insignias de la Económica Vascongada.: [297, 330, 521, 397]
paragraph: A las tres de la tarde, 760,87.: [1029, 2264, 1196, 2277]
news-heading: Banquete de alcaldes: [1283, 1382, 1459, 1401]
paragraph: Es ciudadano francés.: [1270, 1271, 1394, 1284]
paragraph: Velocidad media en kilómetros diarios, 110,1.: [1018, 2363, 1242, 2391]
news-heading: Kermesse: [1091, 1220, 1171, 1238]
paragraph: Primera parte.—«Honor á las Damas», marcha, Haring.—«Les Gnomes», Eilemberg.—«Kermesse», overtura, Godard.: [1259, 508, 1483, 562]
paragraph: La «Gaceta» ha publicado una real orden del ministerio de Hacienda ampliando hasta fin de Octubre próximo el de doce meses concedido á las compañías, sociedades y particulares para presentar escritos y memorias argumentando y refutando las publicadas en la «Gaceta de Madrid» sobre industria fabril.: [297, 1961, 521, 2082]
paragraph: 4.ª Todos los coches deberán llevar en su interior, en caracteres perfectamente visibles, un cuadro expresando el número de los asientos que contiene y la tarifa oficial correspondiente, y por ningún pretexto podrán los cocheros llevar mayor número de personas que las señaladas en el expresado cuadro.: [538, 657, 761, 778]
paragraph: La banda municipal ejecutará hoy á las nueve de la noche el siguiente programa:: [1259, 185, 1483, 225]
paragraph: Segunda parte.—Saltarello, Grech. «Miss Helyett», fantasía, Audran.—«Des Blondes», valses, Ganne.: [1259, 562, 1483, 602]
paragraph: En el kilómetro 27 de la línea del ferrocarril de Elgoibar á San Sebastián, ocurrió el jueves un lamentable accidente.: [538, 1508, 761, 1562]
paragraph: Gran almacén de Ultramarinos y Comestibles de Santiago Zamarripa, calle Pescadería, 6 y Narrica, 18. Azúcares, cafés, garbanzos, arroces, aceites, alubias y demás artículos de la mejor calidad á precios muy arreglados. Depósito de la renombrada sidra Michelena.: [1018, 1712, 1242, 1820]
ad-store-address: CALLE REINA REGENTE, 1: [1037, 1987, 1225, 2005]
news-heading: En el Gran Casino: [1321, 325, 1421, 337]
paragraph: El jueves por la noche estuvo el señor Amador en «Villa Alta», acompañado del señor Soraluce y tomó varias vistas y sacó un grupo formado por los señores Deroulede, Habert y Fouisin.: [297, 398, 521, 464]
paragraph: Recorrido, seis millas, con premios: [548, 2347, 744, 2361]
dateline: Madrid 4, 12,15 m.: [1313, 1584, 1430, 1598]
column-5: [1018, 90, 1242, 2391]
separator: [1113, 1472, 1149, 1473]
news-heading: Previsión del tiempo: [565, 1027, 734, 1045]
news-heading: Registro civil: [836, 1079, 945, 1097]
paragraph: Defunciones.—Benito Urrestarrazu y Ibarguren, Aquilio Albéniz y Michelena.—María Sagües y Olazaguirre.—Isidro Apaolaza y Segarra.—Leonardo Gómez.: [778, 1156, 1002, 1209]
paragraph: Ha sido aclamado.: [1270, 1229, 1373, 1242]
paragraph: Del 7 al 9 fuertes tronadas en Portugal, que afectan al S. de Orense, O. de Huelva, O. y N. de Badajoz, Cáceres, Salamanca, Ávila, Zamora, León, Valladolid, O. de Segovia, Palencia, Lugo, Oviedo, Burgos y todo el N. de España, con reflexión en las provincias centrales, según programa. En Francia, castigarán los departamentos del O. y SO.: [538, 1144, 761, 1277]
dateline: París 3, 6 t.: [1419, 875, 1483, 889]
separator: [1113, 967, 1149, 968]
paragraph: Todos los que deseen comprar novedades para este objeto, no dejen de visitar el Gran Bazar de la Avenida, de José Ayani, Sobrino. Avenida 16, é Idiaquez, 12.: [1018, 1241, 1242, 1308]
paragraph: Se convoca á todos los obreros pertenecientes al gremio de albañiles á una asamblea ordinaria que se celebrará hoy á las ocho y media de la noche, en el Centro Obrero, calle del Puerto, 7, principal, para tratar de la siguiente orden del día:: [778, 1235, 1002, 1329]
paragraph: La víctima fué el joven Melitón Leoz y Cendoya, de 19 años de edad, hijo de la señora viuda de Leoz, el cual acompañado de varios amigos de su edad pertenecientes á conocidas familias de dicha villa, fué á pasar al sitio indicado.: [297, 673, 521, 766]
paragraph: El error ha partido de Madrid á causa de haberse publicado la real orden fijando la fecha del 30 de Septiembre para que den principio las conferencias que los diputados provinciales de Álava, Vizcaya y Guipúzcoa, han de celebrar con el ministro de Hacienda.: [778, 1571, 1002, 1664]
paragraph: Las traineras de este puerto que vienen dedicándose á la pesca de la sardina, regresaron con escasa cantidad, que se vendió á precios elevados.: [778, 2040, 1002, 2106]
separator: [1113, 1852, 1149, 1853]
separator: [1113, 1617, 1149, 1618]
paragraph: 5.ª Los puestos para venta de agua y refrescos se situarán en la plaza de la Alameda principal del paseo de Atocha, en los puntos que designen los agentes de la autoridad.: [538, 779, 761, 846]
news-heading: Convocatoria: [836, 1214, 944, 1232]
news-heading: Sobreseimientos: [821, 1804, 959, 1822]
paragraph: El precio de los coches no podrá exceder de la siguiente tarifa:: [538, 197, 761, 224]
paragraph: En la primera serie de 0 á 2 toneladas, habrá tres premios de 300, 150 y 75 pesetas.: [778, 117, 1002, 157]
paragraph: Además el escultor vizcaíno Durrio ha tenido la buena ocurrencia de invitar á un gran artista francés Gauguin amigo suyo que expondrá litografías, aguas fuertes y bojs de la isla de Taiti, no solamente interesantes como documentos de tan lejanas regiones sino como una de las grandes: [57, 2248, 280, 2356]
paragraph: El kilo de merluza se vendió de 1,05 á 1,50 pesetas y el de atún de 0,75 á 1,20.: [778, 1999, 1002, 2039]
paragraph: El diagrama de los cambios en lo que llevamos de año, está representado por una línea ascendente de Enero á Marzo y descendente de Abril á Junio el sea por los lados de un ángulo con el vértice hacia arriba.: [57, 298, 280, 379]
paragraph: Entonces vendrá Dato á Madrid para volver á San Sebastián cuando termine el viaje de la real familia por los puertos de la costa Cantábrica.: [1259, 1774, 1483, 1828]
paragraph: Las traviesas colocadas en uno de los vagones no debían ir bien acondicionadas y cayeron á la vía arrastrando á los obreros que sobre ellas iban.: [538, 1658, 761, 1724]
sub-heading: Observaciones del día 3 de Agosto: [1034, 2221, 1227, 2234]
